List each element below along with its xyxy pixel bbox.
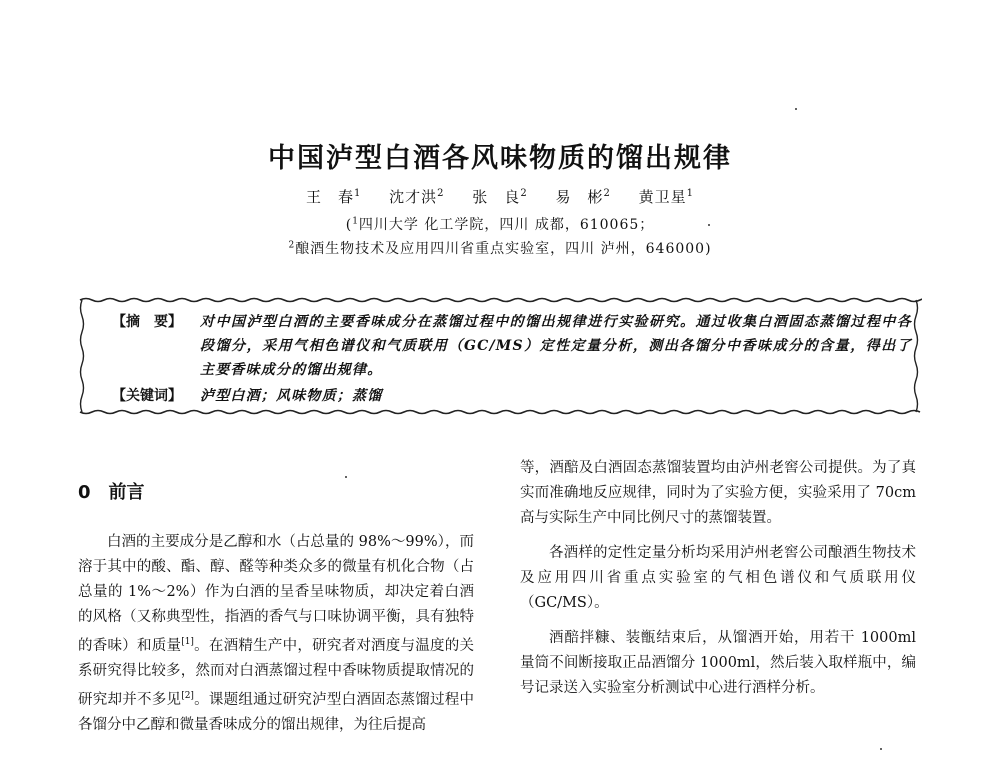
scan-speck [795,108,797,110]
abstract-box [76,294,922,418]
keywords-text: 泸型白酒；风味物质；蒸馏 [200,388,383,404]
author: 张 良$^2$ [472,188,528,206]
right-column [520,456,916,701]
paragraph: 等，酒醅及白酒固态蒸馏装置均由泸州老窖公司提供。为了真实而准确地反应规律，同时为了实验方便，实验采用了 70cm 高与实际生产中同比例尺寸的蒸馏装置。 [520,460,916,526]
section-title: 前言 [108,482,145,503]
abstract-label: 【摘 要】 [112,314,182,330]
citation: [2] [181,690,194,701]
affiliation-1: ($^1$四川大学 化工学院，四川 成都，610065； [345,216,655,233]
author: 王 春$^1$ [305,188,362,206]
scan-speck [345,476,347,478]
paper-title: 中国泸型白酒各风味物质的馏出规律 [268,143,732,174]
author: 沈才洪$^2$ [389,188,445,206]
author: 易 彬$^2$ [555,188,611,206]
paragraph: 各酒样的定性定量分析均采用泸州老窖公司酿酒生物技术及应用四川省重点实验室的气相色谱仪和气质联用仪（GC/MS）。 [520,545,916,611]
author-list [0,186,1000,207]
abstract-text: 对中国泸型白酒的主要香味成分在蒸馏过程中的馏出规律进行实验研究。通过收集白酒固态蒸馏过程中各段馏分，采用气相色谱仪和气质联用（GC/MS）定性定量分析，测出各馏分中香味成分的含量，得出了主要香味成分的馏出规律。 [200,314,912,378]
affiliation-2: $^2$酿酒生物技术及应用四川省重点实验室，四川 泸州，646000) [288,240,712,257]
paragraph: 酒醅拌糠、装甑结束后，从馏酒开始，用若干 1000ml 量筒不间断接取正品酒馏分 1000ml，然后装入取样瓶中，编号记录送入实验室分析测试中心进行酒样分析。 [520,630,916,696]
paragraph: 白酒的主要成分是乙醇和水（占总量的 98%～99%），而溶于其中的酸、酯、醇、醛等种类众多的微量有机化合物（占总量的 1%～2%）作为白酒的呈香呈味物质，却决定着白酒的风格（又称典型性，指酒的香气与口味协调平衡，具有独特的香味）和质量[1]。在酒精生产中，研究者对酒度与温度的关系研究得比较多，然而对白酒蒸馏过程中香味物质提取情况的研究却并不多见[2]。课题组通过研究泸型白酒固态蒸馏过程中各馏分中乙醇和微量香味成分的馏出规律，为往后提高 [78,534,475,733]
keywords-label: 【关键词】 [112,388,182,404]
citation: [1] [181,637,194,647]
scan-speck [880,748,882,750]
scan-speck [708,224,710,226]
left-column [78,482,474,738]
author: 黄卫星$^1$ [638,188,695,206]
section-number: 0 [78,482,91,503]
